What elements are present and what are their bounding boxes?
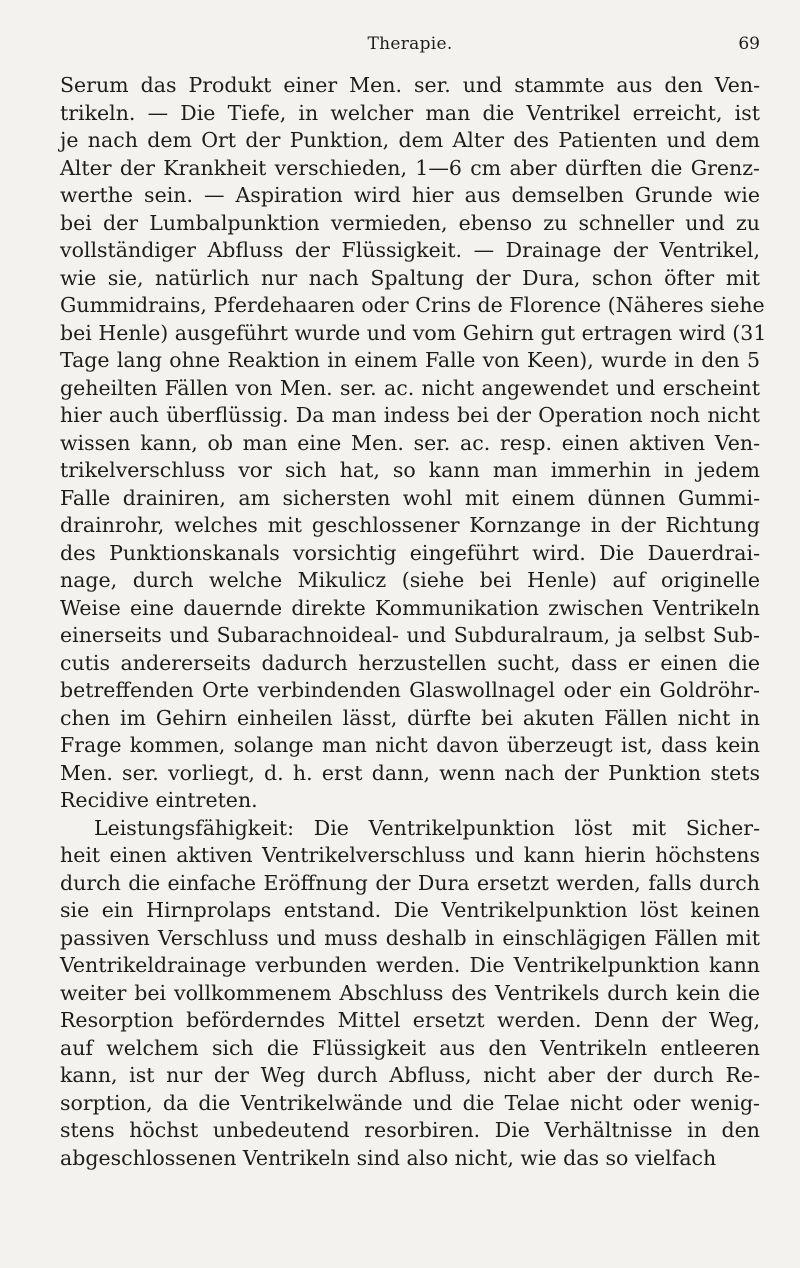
- text-line: Ventrikeldrainage verbunden werden. Die Ventrikelpunktion kann: [60, 953, 760, 977]
- text-line: Alter der Krankheit verschieden, 1—6 cm aber dürften die Grenz-: [60, 155, 760, 180]
- text-line: hier auch überflüssig. Da man indess bei der Operation noch nicht: [60, 403, 760, 427]
- text-line: weiter bei vollkommenem Abschluss des Ventrikels durch kein die: [60, 980, 760, 1005]
- text-line: sie ein Hirnprolaps entstand. Die Ventrikelpunktion löst keinen: [60, 898, 760, 922]
- text-line: abgeschlossenen Ventrikeln sind also nicht, wie das so vielfach: [60, 1145, 717, 1170]
- text-line: wissen kann, ob man eine Men. ser. ac. resp. einen aktiven Ven-: [60, 430, 760, 455]
- text-line: chen im Gehirn einheilen lässt, dürfte bei akuten Fällen nicht in: [60, 705, 760, 730]
- text-line: cutis andererseits dadurch herzustellen sucht, dass er einen die: [60, 650, 760, 675]
- text-line: kann, ist nur der Weg durch Abfluss, nicht aber der durch Re-: [60, 1063, 760, 1087]
- text-line: wie sie, natürlich nur nach Spaltung der Dura, schon öfter mit: [60, 265, 760, 290]
- text-line: werthe sein. — Aspiration wird hier aus demselben Grunde wie: [60, 183, 760, 207]
- running-head: Therapie.: [367, 34, 453, 54]
- text-line: trikelverschluss vor sich hat, so kann man immerhin in jedem: [60, 458, 760, 482]
- text-line: des Punktionskanals vorsichtig eingeführt wird. Die Dauerdrai-: [60, 540, 760, 565]
- text-line: geheilten Fällen von Men. ser. ac. nicht angewendet und erscheint: [60, 375, 760, 400]
- text-line: sorption, da die Ventrikelwände und die Telae nicht oder wenig-: [60, 1090, 760, 1115]
- body-text: [60, 72, 767, 1172]
- text-line: heit einen aktiven Ventrikelverschluss und kann hierin höchstens: [60, 843, 760, 867]
- text-line: betreffenden Orte verbindenden Glaswollnagel oder ein Goldröhr-: [60, 678, 760, 702]
- text-line: je nach dem Ort der Punktion, dem Alter des Patienten und dem: [60, 128, 760, 152]
- text-line: vollständiger Abfluss der Flüssigkeit. — Drainage der Ventrikel,: [60, 238, 760, 262]
- text-line: Weise eine dauernde direkte Kommunikation zwischen Ventrikeln: [60, 595, 760, 620]
- text-line: Recidive eintreten.: [60, 788, 258, 812]
- text-line: Serum das Produkt einer Men. ser. und stammte aus den Ven-: [60, 73, 760, 97]
- text-line: stens höchst unbedeutend resorbiren. Die Verhältnisse in den: [60, 1118, 760, 1142]
- text-line: bei Henle) ausgeführt wurde und vom Gehirn gut ertragen wird (31: [60, 320, 767, 345]
- text-line: Resorption beförderndes Mittel ersetzt werden. Denn der Weg,: [60, 1008, 760, 1032]
- text-line: auf welchem sich die Flüssigkeit aus den Ventrikeln entleeren: [60, 1035, 760, 1060]
- text-line: Falle drainiren, am sichersten wohl mit einem dünnen Gummi-: [60, 485, 760, 510]
- text-line: trikeln. — Die Tiefe, in welcher man die Ventrikel erreicht, ist: [60, 100, 760, 125]
- text-line: nage, durch welche Mikulicz (siehe bei Henle) auf originelle: [60, 568, 760, 592]
- text-line: drainrohr, welches mit geschlossener Kornzange in der Richtung: [60, 513, 760, 537]
- text-line: Men. ser. vorliegt, d. h. erst dann, wenn nach der Punktion stets: [60, 760, 760, 785]
- text-line: Frage kommen, solange man nicht davon überzeugt ist, dass kein: [60, 733, 760, 757]
- page-number: 69: [738, 34, 760, 54]
- text-line: durch die einfache Eröffnung der Dura ersetzt werden, falls durch: [60, 870, 760, 895]
- text-line: Tage lang ohne Reaktion in einem Falle von Keen), wurde in den 5: [60, 348, 760, 372]
- text-line: passiven Verschluss und muss deshalb in einschlägigen Fällen mit: [60, 925, 760, 950]
- page-header: [60, 34, 760, 58]
- text-line: Leistungsfähigkeit: Die Ventrikelpunktion löst mit Sicher-: [94, 815, 760, 840]
- text-line: bei der Lumbalpunktion vermieden, ebenso zu schneller und zu: [60, 210, 760, 235]
- text-line: einerseits und Subarachnoideal- und Subduralraum, ja selbst Sub-: [60, 623, 760, 647]
- text-line: Gummidrains, Pferdehaaren oder Crins de Florence (Näheres siehe: [60, 293, 765, 317]
